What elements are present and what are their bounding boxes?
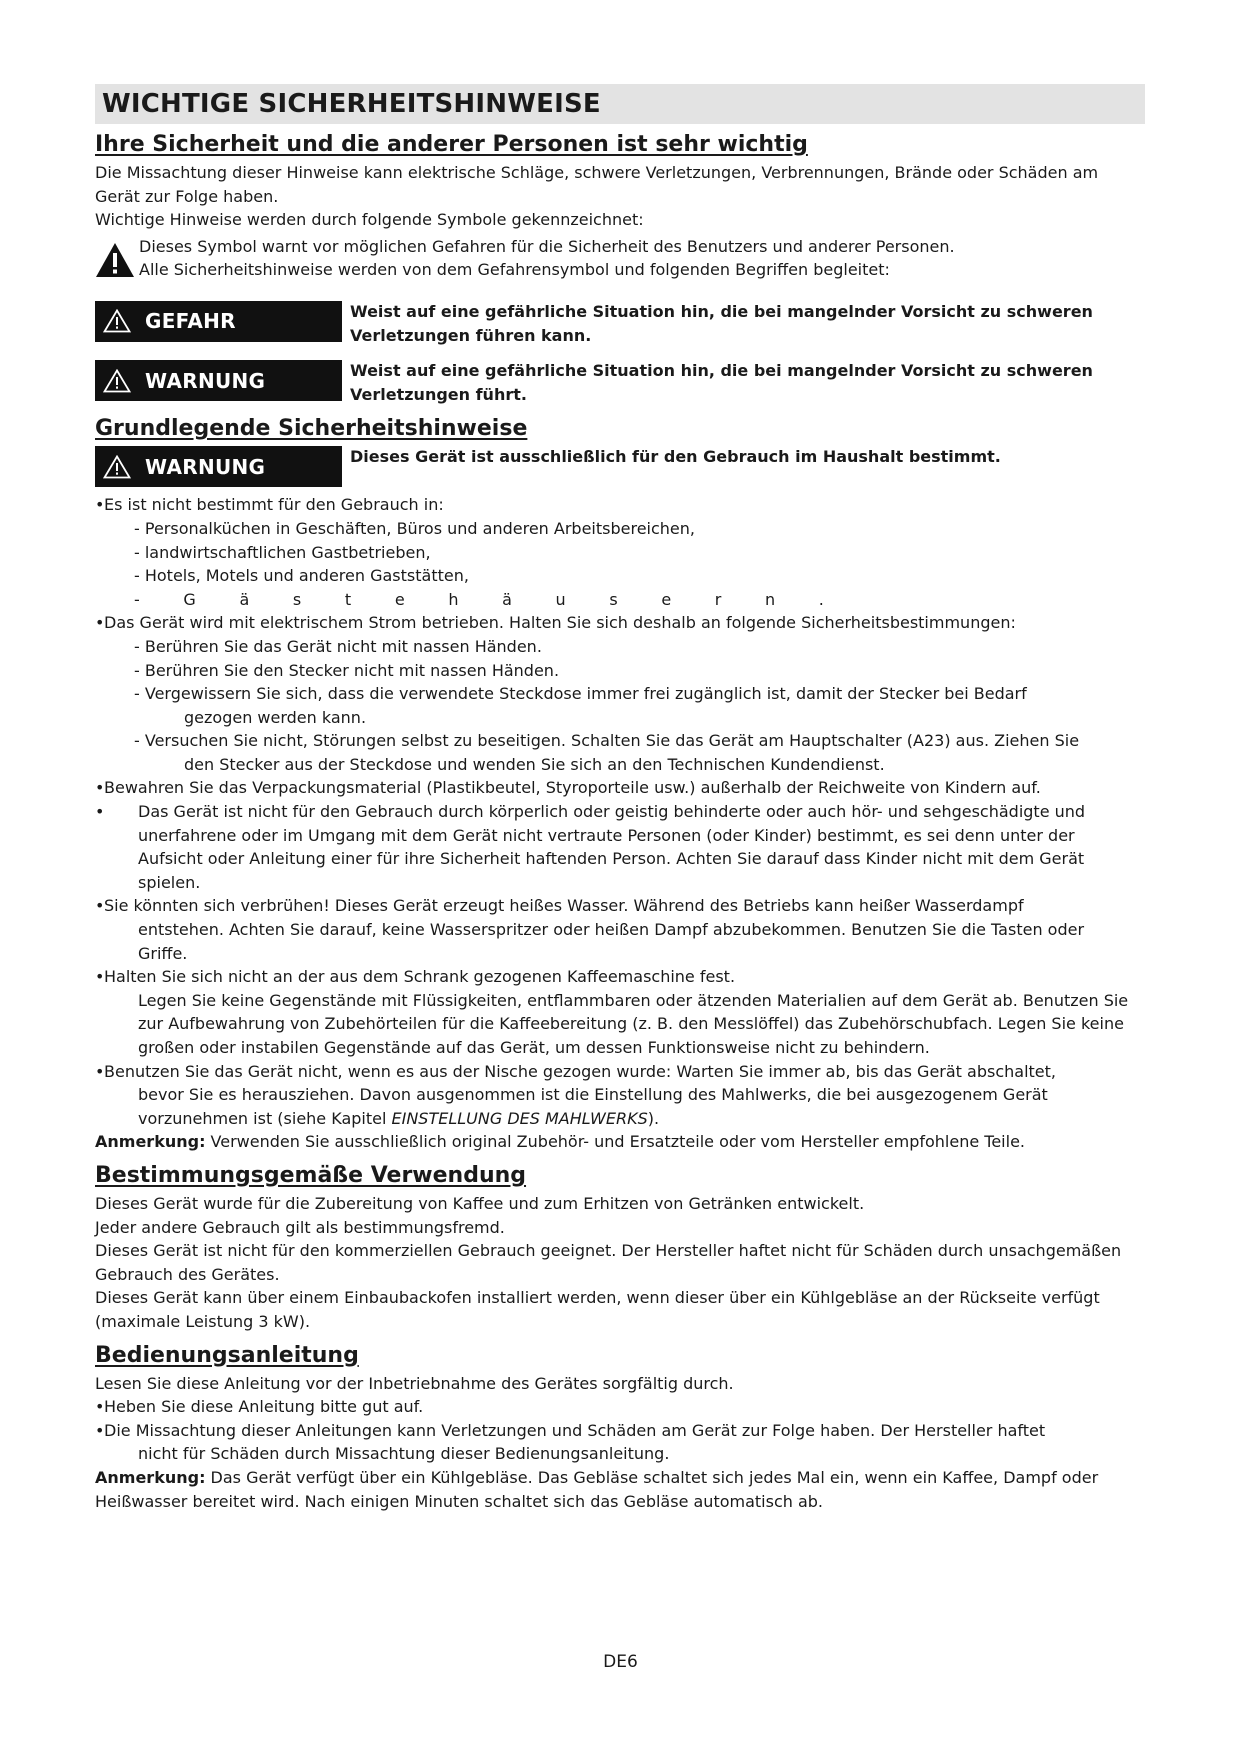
symbol-text-line: Alle Sicherheitshinweise werden von dem Gefahrensymbol und folgenden Begriffen begleitet:	[139, 260, 890, 280]
list-item-cont: bevor Sie es herausziehen. Davon ausgenommen ist die Einstellung des Mahlwerks, die bei ausgezogenem Gerät	[138, 1085, 1048, 1105]
section-heading-basic-safety: Grundlegende Sicherheitshinweise	[95, 416, 528, 442]
list-item-cont: vorzunehmen ist (siehe Kapitel EINSTELLUNG DES MAHLWERKS).	[138, 1108, 660, 1128]
intro-line: Gerät zur Folge haben.	[95, 186, 279, 206]
text-line: Dieses Gerät kann über einem Einbaubackofen installiert werden, wenn dieser über ein Kühlgebläse an der Rückseite verfügt	[95, 1288, 1100, 1308]
signal-box-gefahr	[95, 301, 342, 342]
note: Anmerkung: Verwenden Sie ausschließlich original Zubehör- und Ersatzteile oder vom Hersteller empfohlene Teile.	[95, 1132, 1025, 1152]
page-content	[95, 84, 1145, 1513]
list-item: •Das Gerät wird mit elektrischem Strom betrieben. Halten Sie sich deshalb an folgende Sicherheitsbestimmungen:	[95, 613, 1016, 633]
note-cont: Heißwasser bereitet wird. Nach einigen Minuten schaltet sich das Gebläse automatisch ab.	[95, 1491, 824, 1511]
warning-outline-icon	[103, 455, 131, 479]
list-subitem: - Vergewissern Sie sich, dass die verwendete Steckdose immer frei zugänglich ist, damit der Stecker bei Bedarf	[134, 684, 1027, 704]
signal-text-line: Dieses Gerät ist ausschließlich für den Gebrauch im Haushalt bestimmt.	[350, 447, 1001, 467]
section-heading-instructions: Bedienungsanleitung	[95, 1342, 359, 1368]
list-subitem: - landwirtschaftlichen Gastbetrieben,	[134, 542, 431, 562]
section-heading-safety: Ihre Sicherheit und die anderer Personen ist sehr wichtig	[95, 132, 808, 157]
symbol-text-line: Dieses Symbol warnt vor möglichen Gefahren für die Sicherheit des Benutzers und anderer Personen.	[139, 236, 955, 256]
text-line: Jeder andere Gebrauch gilt als bestimmungsfremd.	[95, 1217, 505, 1237]
list-item: •Benutzen Sie das Gerät nicht, wenn es aus der Nische gezogen wurde: Warten Sie immer ab, bis das Gerät abschaltet,	[95, 1061, 1056, 1081]
list-item-cont: zur Aufbewahrung von Zubehörteilen für die Kaffeebereitung (z. B. den Messlöffel) das Zubehörschubfach. Legen Sie keine	[138, 1014, 1124, 1034]
list-subitem: - Berühren Sie das Gerät nicht mit nassen Händen.	[134, 636, 542, 656]
list-item-cont: Legen Sie keine Gegenstände mit Flüssigkeiten, entflammbaren oder ätzenden Materialien auf dem Gerät ab. Benutzen Sie	[138, 990, 1129, 1010]
list-item-cont: spielen.	[138, 872, 201, 892]
text-line: Gebrauch des Gerätes.	[95, 1264, 280, 1284]
signal-row-gefahr	[95, 300, 1145, 347]
text-line: Dieses Gerät ist nicht für den kommerziellen Gebrauch geeignet. Der Hersteller haftet nicht für Schäden durch unsachgemäßen	[95, 1241, 1122, 1261]
list-subitem-spaced: - G ä s t e h ä u s e r n .	[134, 589, 824, 609]
signal-label: GEFAHR	[145, 309, 236, 334]
list-item: •Es ist nicht bestimmt für den Gebrauch in:	[95, 495, 444, 515]
signal-label: WARNUNG	[145, 454, 266, 479]
hazard-symbol-row	[95, 235, 1145, 282]
list-subitem: - Versuchen Sie nicht, Störungen selbst zu beseitigen. Schalten Sie das Gerät am Hauptschalter (A23) aus. Ziehen Sie	[134, 731, 1080, 751]
hazard-triangle-icon	[95, 235, 139, 282]
list-item: •Bewahren Sie das Verpackungsmaterial (Plastikbeutel, Styroporteile usw.) außerhalb der Reichweite von Kindern auf.	[95, 778, 1041, 798]
list-item-cont: nicht für Schäden durch Missachtung dieser Bedienungsanleitung.	[138, 1444, 670, 1464]
signal-row-warnung	[95, 359, 1145, 406]
text-line: Dieses Gerät wurde für die Zubereitung von Kaffee und zum Erhitzen von Getränken entwickelt.	[95, 1193, 865, 1213]
signal-text-line: Verletzungen führt.	[350, 384, 527, 404]
page-title: WICHTIGE SICHERHEITSHINWEISE	[95, 84, 1145, 124]
page-number: DE6	[603, 1652, 638, 1672]
warning-outline-icon	[103, 309, 131, 333]
signal-text-line: Weist auf eine gefährliche Situation hin, die bei mangelnder Vorsicht zu schweren	[350, 361, 1093, 381]
list-item: •Halten Sie sich nicht an der aus dem Schrank gezogenen Kaffeemaschine fest.	[95, 967, 736, 987]
chapter-reference: EINSTELLUNG DES MAHLWERKS	[391, 1108, 648, 1128]
text-line: Lesen Sie diese Anleitung vor der Inbetriebnahme des Gerätes sorgfältig durch.	[95, 1373, 734, 1393]
list-subitem-cont: den Stecker aus der Steckdose und wenden Sie sich an den Technischen Kundendienst.	[184, 754, 885, 774]
intro-line: Wichtige Hinweise werden durch folgende Symbole gekennzeichnet:	[95, 210, 644, 230]
intro-line: Die Missachtung dieser Hinweise kann elektrische Schläge, schwere Verletzungen, Verbrennungen, Brände oder Schäden am	[95, 163, 1099, 182]
warning-outline-icon	[103, 369, 131, 393]
section-heading-intended-use: Bestimmungsgemäße Verwendung	[95, 1162, 527, 1188]
list-item-cont: Aufsicht oder Anleitung einer für ihre Sicherheit haftenden Person. Achten Sie darauf dass Kinder nicht mit dem Gerät	[138, 849, 1085, 869]
list-subitem: - Personalküchen in Geschäften, Büros und anderen Arbeitsbereichen,	[134, 518, 695, 538]
list-item-cont: großen oder instabilen Gegenstände auf das Gerät, um dessen Funktionsweise nicht zu behindern.	[138, 1038, 930, 1057]
signal-label: WARNUNG	[145, 368, 266, 393]
list-item-cont: entstehen. Achten Sie darauf, keine Wasserspritzer oder heißen Dampf abzubekommen. Benutzen Sie die Tasten oder	[138, 920, 1085, 940]
list-subitem: - Hotels, Motels und anderen Gaststätten,	[134, 566, 469, 586]
text-line: (maximale Leistung 3 kW).	[95, 1311, 311, 1331]
list-subitem-cont: gezogen werden kann.	[184, 707, 367, 727]
list-item-cont: unerfahrene oder im Umgang mit dem Gerät nicht vertraute Personen (oder Kinder) bestimmt, es sei denn unter der	[138, 825, 1075, 845]
signal-box-warnung	[95, 446, 342, 487]
note-label: Anmerkung:	[95, 1467, 206, 1487]
list-item: •Sie könnten sich verbrühen! Dieses Gerät erzeugt heißes Wasser. Während des Betriebs kann heißer Wasserdampf	[95, 896, 1024, 916]
list-item: • Das Gerät ist nicht für den Gebrauch durch körperlich oder geistig behinderte oder auch hör- und sehgeschädigte und	[95, 802, 1086, 822]
note: Anmerkung: Das Gerät verfügt über ein Kühlgebläse. Das Gebläse schaltet sich jedes Mal ein, wenn ein Kaffee, Dampf oder	[95, 1467, 1099, 1487]
signal-text-line: Weist auf eine gefährliche Situation hin, die bei mangelnder Vorsicht zu schweren	[350, 301, 1093, 321]
list-item: •Die Missachtung dieser Anleitungen kann Verletzungen und Schäden am Gerät zur Folge haben. Der Hersteller haftet	[95, 1420, 1046, 1440]
list-item-cont: Griffe.	[138, 943, 188, 963]
signal-box-warnung	[95, 360, 342, 401]
signal-text-line: Verletzungen führen kann.	[350, 325, 592, 345]
list-item: •Heben Sie diese Anleitung bitte gut auf.	[95, 1397, 424, 1417]
note-label: Anmerkung:	[95, 1132, 206, 1152]
list-subitem: - Berühren Sie den Stecker nicht mit nassen Händen.	[134, 660, 560, 680]
signal-row-warnung-household	[95, 445, 1145, 487]
